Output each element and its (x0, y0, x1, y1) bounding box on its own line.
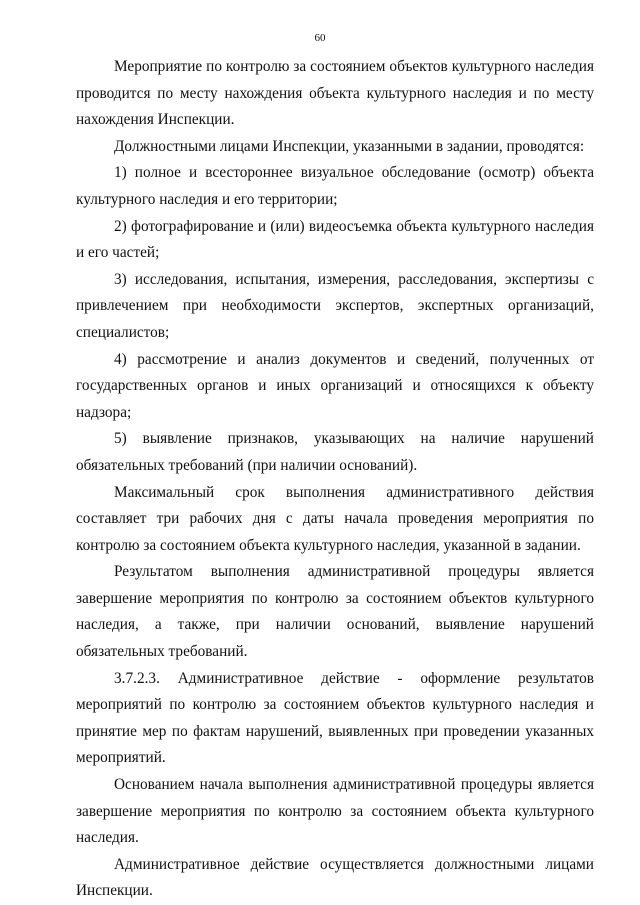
paragraph: Результатом выполнения административной процедуры является завершение мероприятия по контролю за состоянием объектов культурного наследия, а также, при наличии оснований, выявление нарушений обязательных требований. (76, 563, 594, 661)
paragraph: Основанием начала выполнения административной процедуры является завершение мероприятия по контролю за состоянием объекта культурного наследия. (76, 776, 594, 847)
document-body (76, 54, 594, 905)
list-item: 2) фотографирование и (или) видеосъемка объекта культурного наследия и его частей; (76, 217, 594, 262)
list-item: 5) выявление признаков, указывающих на наличие нарушений обязательных требований (при наличии оснований). (76, 430, 594, 474)
list-item: 4) рассмотрение и анализ документов и сведений, полученных от государственных органов и иных организаций и относящихся к объекту надзора; (76, 350, 594, 421)
paragraph: Должностными лицами Инспекции, указанными в задании, проводятся: (114, 137, 585, 155)
page-number: 60 (314, 32, 326, 44)
section-paragraph: 3.7.2.3. Административное действие - оформление результатов мероприятий по контролю за состоянием объектов культурного наследия и принятие мер по фактам нарушений, выявленных при проведении указанных мероприятий. (76, 669, 594, 767)
paragraph: Мероприятие по контролю за состоянием объектов культурного наследия проводится по месту нахождения объекта культурного наследия и по месту нахождения Инспекции. (76, 58, 594, 129)
list-item: 3) исследования, испытания, измерения, расследования, экспертизы с привлечением при необходимости экспертов, экспертных организаций, специалистов; (76, 270, 594, 341)
paragraph: Административное действие осуществляется должностными лицами Инспекции. (76, 855, 594, 900)
list-item: 1) полное и всестороннее визуальное обследование (осмотр) объекта культурного наследия и его территории; (76, 164, 594, 208)
paragraph: Максимальный срок выполнения административного действия составляет три рабочих дня с даты начала проведения мероприятия по контролю за состоянием объекта культурного наследия, указанной в задании. (76, 483, 594, 554)
